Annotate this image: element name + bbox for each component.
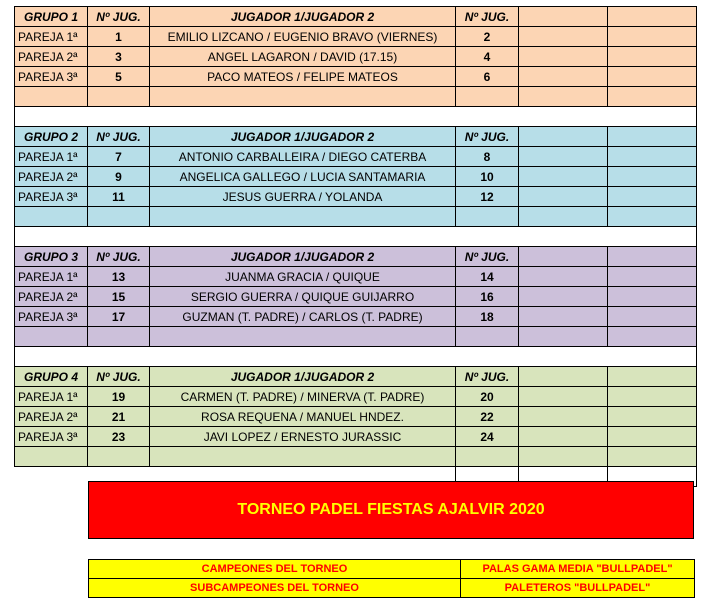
num-header: Nº JUG. [88,127,150,147]
player-number: 14 [456,267,519,287]
player-number: 18 [456,307,519,327]
player-number: 11 [88,187,150,207]
blank-row [15,327,697,347]
blank-row [15,87,697,107]
players-names: JUANMA GRACIA / QUIQUE [150,267,456,287]
empty-cell [608,287,697,307]
empty-cell [88,327,150,347]
pair-row [15,27,697,47]
players-names: ANTONIO CARBALLEIRA / DIEGO CATERBA [150,147,456,167]
group-name: GRUPO 2 [15,127,88,147]
empty-cell [608,147,697,167]
blank-row [15,447,697,467]
empty-cell [608,427,697,447]
empty-cell [519,267,608,287]
player-number: 17 [88,307,150,327]
tournament-title: TORNEO PADEL FIESTAS AJALVIR 2020 [88,481,694,539]
pair-row [15,407,697,427]
num-header: Nº JUG. [88,7,150,27]
empty-cell [519,387,608,407]
empty-cell [519,327,608,347]
empty-cell [608,307,697,327]
empty-cell [608,87,697,107]
players-names: JAVI LOPEZ / ERNESTO JURASSIC [150,427,456,447]
num-header: Nº JUG. [88,247,150,267]
empty-cell [519,407,608,427]
group-name: GRUPO 4 [15,367,88,387]
empty-cell [88,87,150,107]
pair-label: PAREJA 1ª [15,387,88,407]
empty-cell [456,327,519,347]
empty-cell [88,207,150,227]
player-number: 1 [88,27,150,47]
spacer-row [15,347,697,367]
empty-cell [519,67,608,87]
pair-row [15,287,697,307]
player-number: 19 [88,387,150,407]
prize-value: PALAS GAMA MEDIA "BULLPADEL" [461,560,695,579]
empty-cell [608,327,697,347]
pair-label: PAREJA 1ª [15,267,88,287]
pair-label: PAREJA 1ª [15,27,88,47]
empty-cell [150,87,456,107]
empty-cell [15,467,88,487]
empty-cell [608,367,697,387]
empty-cell [15,207,88,227]
empty-cell [519,7,608,27]
prize-row [89,560,695,579]
num-header: Nº JUG. [88,367,150,387]
empty-cell [456,207,519,227]
pair-label: PAREJA 1ª [15,147,88,167]
empty-cell [608,247,697,267]
players-names: ANGEL LAGARON / DAVID (17.15) [150,47,456,67]
player-number: 21 [88,407,150,427]
empty-cell [456,447,519,467]
empty-cell [88,447,150,467]
num-header: Nº JUG. [456,367,519,387]
empty-cell [608,27,697,47]
empty-cell [608,127,697,147]
pair-row [15,167,697,187]
empty-cell [15,447,88,467]
player-number: 9 [88,167,150,187]
players-names: PACO MATEOS / FELIPE MATEOS [150,67,456,87]
spacer-cell [15,107,697,127]
player-number: 8 [456,147,519,167]
pair-label: PAREJA 3ª [15,187,88,207]
pair-row [15,47,697,67]
players-names: ROSA REQUENA / MANUEL HNDEZ. [150,407,456,427]
empty-cell [608,67,697,87]
player-number: 16 [456,287,519,307]
num-header: Nº JUG. [456,247,519,267]
spacer-row [15,227,697,247]
empty-cell [519,127,608,147]
empty-cell [608,267,697,287]
pair-label: PAREJA 3ª [15,427,88,447]
players-header: JUGADOR 1/JUGADOR 2 [150,7,456,27]
pair-row [15,387,697,407]
empty-cell [608,447,697,467]
players-names: GUZMAN (T. PADRE) / CARLOS (T. PADRE) [150,307,456,327]
pair-row [15,267,697,287]
pair-label: PAREJA 3ª [15,307,88,327]
players-header: JUGADOR 1/JUGADOR 2 [150,127,456,147]
empty-cell [519,87,608,107]
groups-table [14,6,697,487]
empty-cell [519,247,608,267]
empty-cell [15,327,88,347]
prizes-table [88,559,695,598]
pair-row [15,307,697,327]
pair-label: PAREJA 2ª [15,407,88,427]
prize-row [89,579,695,598]
pair-row [15,427,697,447]
player-number: 12 [456,187,519,207]
group-header-row [15,7,697,27]
players-names: SERGIO GUERRA / QUIQUE GUIJARRO [150,287,456,307]
spacer-cell [15,227,697,247]
players-header: JUGADOR 1/JUGADOR 2 [150,367,456,387]
player-number: 7 [88,147,150,167]
empty-cell [519,427,608,447]
empty-cell [608,187,697,207]
player-number: 20 [456,387,519,407]
prize-label: SUBCAMPEONES DEL TORNEO [89,579,461,598]
empty-cell [519,367,608,387]
player-number: 6 [456,67,519,87]
players-header: JUGADOR 1/JUGADOR 2 [150,247,456,267]
player-number: 10 [456,167,519,187]
player-number: 24 [456,427,519,447]
pair-label: PAREJA 3ª [15,67,88,87]
empty-cell [519,27,608,47]
player-number: 3 [88,47,150,67]
pair-row [15,147,697,167]
empty-cell [519,447,608,467]
players-names: CARMEN (T. PADRE) / MINERVA (T. PADRE) [150,387,456,407]
group-header-row [15,127,697,147]
empty-cell [150,447,456,467]
prize-value: PALETEROS "BULLPADEL" [461,579,695,598]
empty-cell [456,87,519,107]
pair-row [15,187,697,207]
player-number: 2 [456,27,519,47]
empty-cell [150,327,456,347]
spacer-cell [15,347,697,367]
empty-cell [519,47,608,67]
empty-cell [519,147,608,167]
empty-cell [608,167,697,187]
group-name: GRUPO 1 [15,7,88,27]
player-number: 13 [88,267,150,287]
spacer-row [15,107,697,127]
empty-cell [519,167,608,187]
group-header-row [15,247,697,267]
empty-cell [150,207,456,227]
pair-label: PAREJA 2ª [15,47,88,67]
player-number: 15 [88,287,150,307]
empty-cell [519,307,608,327]
empty-cell [519,187,608,207]
group-header-row [15,367,697,387]
pair-row [15,67,697,87]
player-number: 4 [456,47,519,67]
empty-cell [608,207,697,227]
empty-cell [608,47,697,67]
prize-label: CAMPEONES DEL TORNEO [89,560,461,579]
num-header: Nº JUG. [456,127,519,147]
player-number: 5 [88,67,150,87]
players-names: ANGELICA GALLEGO / LUCIA SANTAMARIA [150,167,456,187]
empty-cell [608,407,697,427]
num-header: Nº JUG. [456,7,519,27]
player-number: 23 [88,427,150,447]
player-number: 22 [456,407,519,427]
players-names: EMILIO LIZCANO / EUGENIO BRAVO (VIERNES) [150,27,456,47]
empty-cell [608,7,697,27]
blank-row [15,207,697,227]
players-names: JESUS GUERRA / YOLANDA [150,187,456,207]
empty-cell [15,87,88,107]
empty-cell [608,387,697,407]
empty-cell [519,207,608,227]
empty-cell [519,287,608,307]
pair-label: PAREJA 2ª [15,287,88,307]
group-name: GRUPO 3 [15,247,88,267]
pair-label: PAREJA 2ª [15,167,88,187]
